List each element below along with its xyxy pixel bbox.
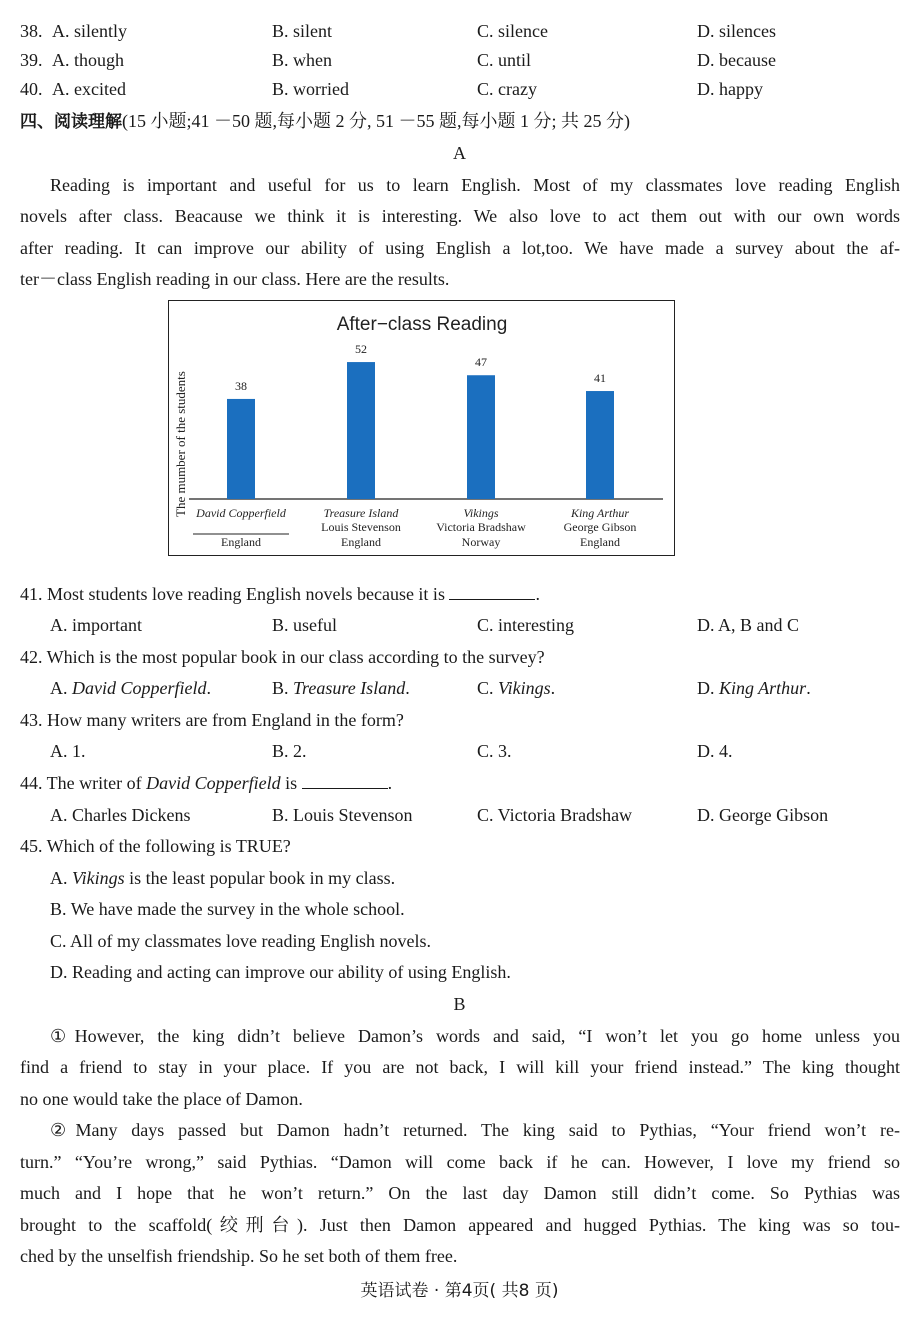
writer-label: Louis Stevenson [321, 520, 401, 534]
option-b: B. 2. [272, 741, 307, 761]
page-footer: 英语试卷 · 第4页( 共8 页) [360, 1281, 559, 1301]
option-a: A. 1. [50, 741, 86, 761]
y-axis-label: The mumber of the students [173, 371, 188, 517]
bar-value-label: 41 [594, 371, 606, 386]
bar-value-label: 47 [475, 355, 487, 370]
answer-blank [449, 585, 535, 600]
section-title: 四、阅读理解 [20, 112, 122, 132]
option-b: B. worried [272, 79, 349, 99]
option-a: A. silently [52, 21, 127, 41]
category-label: Vikings [463, 506, 499, 520]
option-b: B. Treasure Island. [272, 678, 410, 698]
option-d: D. silences [697, 21, 776, 41]
option-c: C. Vikings. [477, 678, 556, 698]
passage-b-line: brought to the scaffold(绞刑台). Just then Damon appeared and hugged Pythias. The king was so tou- [20, 1215, 900, 1235]
option-d: D. because [697, 50, 776, 70]
option-b: B. Louis Stevenson [272, 805, 413, 825]
passage-b-line: ①However, the king didn’t believe Damon’s words and said, “I won’t let you go home unless you [50, 1026, 900, 1046]
option-c: C. 3. [477, 741, 512, 761]
bar-chart [168, 300, 675, 556]
passage-a-label: A [453, 143, 466, 163]
writer-label: George Gibson [563, 520, 637, 534]
question-text: 43. How many writers are from England in the form? [20, 710, 404, 730]
option-d: D. King Arthur. [697, 678, 811, 698]
question-number: 38. [20, 21, 43, 41]
country-label: England [580, 535, 620, 549]
question-end: . [387, 773, 393, 793]
answer-blank [302, 774, 388, 789]
option-d: D. George Gibson [697, 805, 829, 825]
option-a: A. excited [52, 79, 126, 99]
writer-label: Victoria Bradshaw [436, 520, 526, 534]
passage-a-line: novels after class. Beacause we think it is interesting. We also love to act them out with our own words [20, 206, 900, 226]
passage-b-line: no one would take the place of Damon. [20, 1089, 303, 1109]
question-end: . [535, 584, 540, 604]
option-d: D. 4. [697, 741, 733, 761]
question-text: 45. Which of the following is TRUE? [20, 836, 291, 856]
passage-a-line: after reading. It can improve our ability of using English a lot,too. We have made a survey about the af- [20, 238, 900, 258]
chart-title: After−class Reading [336, 314, 508, 335]
passage-b-line: ②Many days passed but Damon hadn’t returned. The king said to Pythias, “Your friend won’t re- [50, 1120, 900, 1140]
option-a: A. Charles Dickens [50, 805, 191, 825]
bar [347, 362, 375, 499]
chart-svg [169, 301, 676, 557]
passage-b-line: ched by the unselfish friendship. So he set both of them free. [20, 1246, 458, 1266]
option-d: D. happy [697, 79, 763, 99]
option-b: B. silent [272, 21, 333, 41]
question-text-end: is [280, 773, 298, 793]
option-a: A. David Copperfield. [50, 678, 211, 698]
category-label: Treasure Island [323, 506, 399, 520]
country-label: Norway [461, 535, 501, 549]
question-number: 39. [20, 50, 43, 70]
passage-b-label: B [453, 994, 466, 1014]
option-c: C. Victoria Bradshaw [477, 805, 633, 825]
bar-value-label: 52 [355, 342, 367, 357]
option-c: C. interesting [477, 615, 574, 635]
passage-b-line: find a friend to stay in your place. If you are not back, I will kill your friend instead.” The king thought [20, 1057, 900, 1077]
bar-value-label: 38 [235, 378, 247, 393]
option-a: A. important [50, 615, 142, 635]
question-text: 42. Which is the most popular book in our class according to the survey? [20, 647, 545, 667]
book-title: David Copperfield [146, 773, 281, 793]
option-b: B. when [272, 50, 332, 70]
option-b: B. useful [272, 615, 337, 635]
option-c: C. silence [477, 21, 548, 41]
country-label: England [221, 535, 261, 549]
category-label: David Copperfield [196, 506, 286, 520]
option-a: A. though [52, 50, 124, 70]
option-c: C. crazy [477, 79, 537, 99]
section-note: (15 小题;41 －50 题,每小题 2 分, 51 －55 题,每小题 1 分; 共 25 分) [122, 111, 630, 131]
question-text: 44. The writer of [20, 773, 147, 793]
question-text: 41. Most students love reading English novels because it is [20, 584, 445, 604]
passage-b-line: much and I hope that he won’t return.” On the last day Damon still didn’t come. So Pythias was [20, 1183, 900, 1203]
passage-a-line: ter－class English reading in our class. Here are the results. [20, 269, 450, 289]
passage-b-line: turn.” “You’re wrong,” said Pythias. “Damon will come back if he can. However, I love my friend so [20, 1152, 900, 1172]
country-label: England [341, 535, 381, 549]
option-d: D. A, B and C [697, 615, 800, 635]
option-c: C. until [477, 50, 532, 70]
bar [586, 391, 614, 499]
question-number: 40. [20, 79, 43, 99]
passage-a-line: Reading is important and useful for us to learn English. Most of my classmates love reading English [50, 175, 900, 195]
bar [467, 375, 495, 499]
bar [227, 399, 255, 499]
category-label: King Arthur [570, 506, 630, 520]
